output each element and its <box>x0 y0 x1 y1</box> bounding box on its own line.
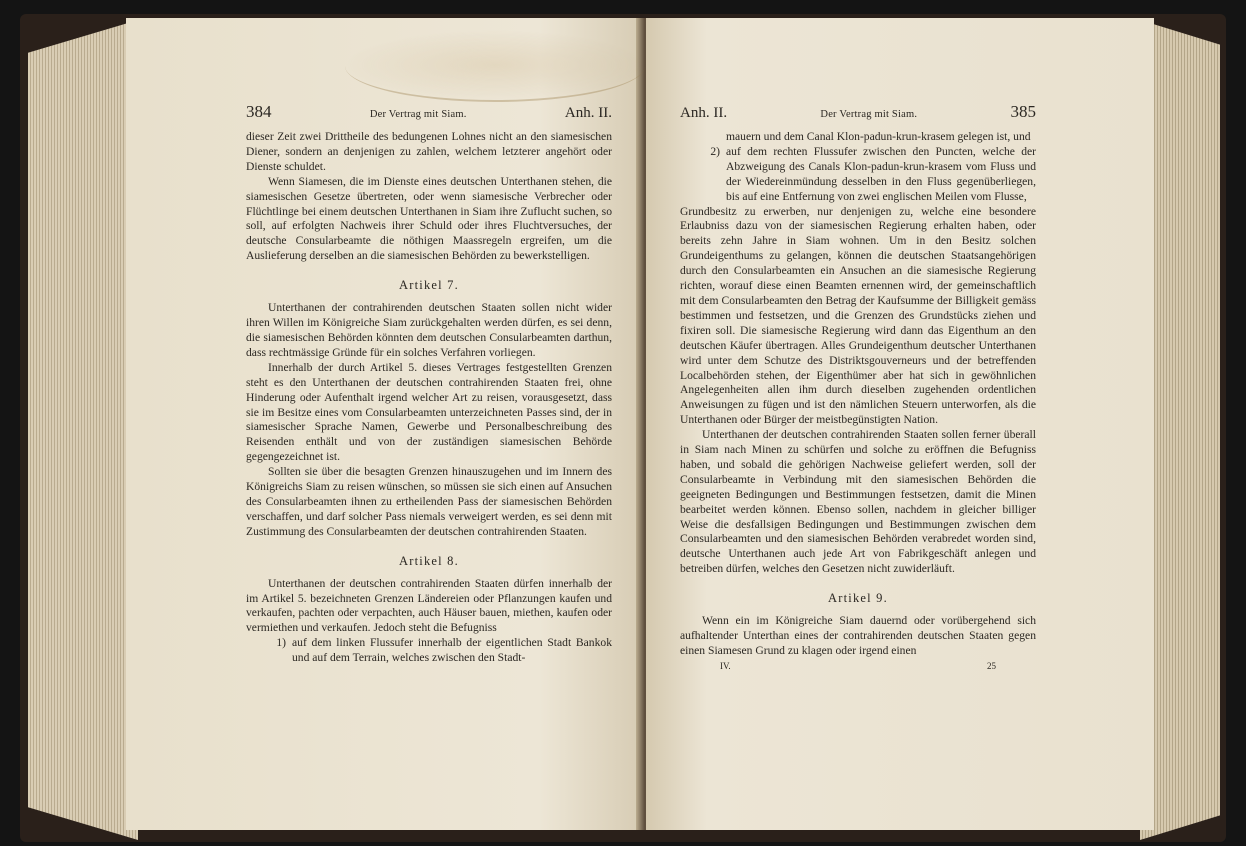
right-paragraph-grundbesitz: Grundbesitz zu erwerben, nur denjenigen zu, welche eine besondere Erlaubniss dazu von der siamesischen Regierung erhalten haben, oder bereits zehn Jahre in Siam wohnen. Um in den Besitz solchen Grundeigenthums zu gelangen, können die deutschen Staatsangehörigen durch den Consularbeamten ein Ansuchen an die siamesische Regierung richten, worauf diese einen Beamten ernennen wird, der gemeinschaftlich mit dem Consularbeamten den Betrag der Kaufsumme der Billigkeit gemäss bestimmen und festsetzen, und die Grenzen des Grundstücks ziehen und fixiren soll. Die siamesische Regierung wird dann das Eigenthum an den deutschen Käufer übertragen. Alles Grundeigenthum deutscher Unterthanen wird unter dem Schutze des Distriktsgouverneurs und der betreffenden Localbehörden stehen, der Eigenthümer aber hat sich in gewöhnlichen Angelegenheiten allen ihm durch dieselben zugehenden ordentlichen Anweisungen zu fügen und ist den nämlichen Steuern unterworfen, als die Unterthanen oder Bürger der meistbegünstigten Nation. <box>680 204 1036 427</box>
article-7-paragraph-3: Sollten sie über die besagten Grenzen hinauszugehen und im Innern des Königreichs Siam zu reisen wünschen, so müssen sie sich einen auf Ansuchen des Consularbeamten ihnen zu ertheilenden Pass der siamesischen Behörden verschaffen, und darf solcher Pass niemals verweigert werden, es sei denn mit Zustimmung des Consularbeamten der deutschen contrahirenden Staaten. <box>246 465 612 538</box>
list-item-2 <box>680 145 1036 205</box>
list-item-1-number: 1) <box>276 636 286 650</box>
list-item-2-number: 2) <box>710 144 720 158</box>
left-running-title: Der Vertrag mit Siam. <box>369 109 467 120</box>
list-item-1 <box>246 636 612 666</box>
list-item-1-continued-text: mauern und dem Canal Klon-padun-krun-krasem gelegen ist, und <box>726 130 1031 143</box>
left-page-edges <box>28 20 138 840</box>
water-stain <box>345 30 645 102</box>
right-paragraph-minen: Unterthanen der deutschen contrahirenden Staaten sollen ferner überall in Siam nach Minen zu schürfen und solche zu eröffnen die Befugniss haben, und sobald die gehörigen Nachweise geliefert werden, soll der Consularbeamte in Verbindung mit den siamesischen Behörden die geeigneten Bedingungen und Bestimmungen festsetzen, damit die Minen bearbeitet werden können. Ebenso sollen, nachdem in gleicher billiger Weise die desfallsigen Bedingungen und Bestimmungen zwischen dem Consularbeamten und den siamesischen Behörden verabredet worden sind, deutsche Unterthanen auch jede Art von Fabrikgeschäft anlegen und betreiben dürfen, welches den Gesetzen nicht zuwiderläuft. <box>680 428 1036 576</box>
article-7-paragraph-1: Unterthanen der contrahirenden deutschen Staaten sollen nicht wider ihren Willen im Königreiche Siam zurückgehalten werden dürfen, es sei denn, die siamesischen Behörden könnten dem deutschen Consularbeamten darthun, dass rechtmässige Gründe für ein solches Verfahren vorliegen. <box>246 301 612 359</box>
right-running-head <box>680 102 1036 122</box>
article-8-heading: Artikel 8. <box>399 553 459 568</box>
list-item-1-text: auf dem linken Flussufer innerhalb der eigentlichen Stadt Bankok und auf dem Terrain, welches zwischen den Stadt- <box>292 636 612 665</box>
right-page <box>646 18 1154 830</box>
article-9-heading: Artikel 9. <box>828 591 888 606</box>
article-7-paragraph-2: Innerhalb der durch Artikel 5. dieses Vertrages festgestellten Grenzen steht es den Unterthanen der deutschen contrahirenden Staaten frei, ohne Hinderung oder Aufenthalt irgend welcher Art zu reisen, vorausgesetzt, dass sie im Besitze eines vom Consularbeamten unterzeichneten Passes sind, der in siamesischer Sprache Namen, Gewerbe und Personalbeschreibung des Reisenden enthält und von der zuständigen siamesischen Behörde gegengezeichnet ist. <box>246 360 612 464</box>
article-7-heading: Artikel 7. <box>399 278 459 293</box>
article-8-paragraph-1: Unterthanen der deutschen contrahirenden Staaten dürfen innerhalb der im Artikel 5. bezeichneten Grenzen Ländereien oder Pflanzungen kaufen und verkaufen, pachten oder verpachten, auch Häuser bauen, miethen, kaufen oder vermiethen und verkaufen. Jedoch steht die Befugniss <box>246 576 612 635</box>
printer-signature <box>680 659 1036 671</box>
list-item-1-continued <box>680 130 1036 145</box>
article-9-paragraph-1: Wenn ein im Königreiche Siam dauernd oder vorübergehend sich aufhaltender Unterthan eines der contrahirenden deutschen Staaten gegen einen Siamesen Grund zu klagen oder irgend einen <box>680 614 1036 657</box>
list-item-2-text: auf dem rechten Flussufer zwischen den Puncten, welche der Abzweigung des Canals Klon-padun-krun-krasem vom Fluss und der Wiedereinmündung desselben in den Fluss gegenüberliegen, bis auf eine Entfernung von zwei englischen Meilen vom Flusse, <box>726 144 1036 203</box>
left-running-head <box>246 102 612 122</box>
right-running-title: Der Vertrag mit Siam. <box>820 109 918 120</box>
left-paragraph-2: Wenn Siamesen, die im Dienste eines deutschen Unterthanen stehen, die siamesischen Gesetze übertreten, oder wenn siamesische Verbrecher oder Flüchtlinge bei einem deutschen Unterthanen in Siam ihre Zuflucht suchen, so soll, auf erfolgten Nachweis ihrer Schuld oder ihres Fluchtversuches, der deutsche Consularbeamte die nöthigen Maassregeln ergreifen, um die Auslieferung derselben an die siamesischen Behörden zu bewerkstelligen. <box>246 174 612 263</box>
left-paragraph-1: dieser Zeit zwei Drittheile des bedungenen Lohnes nicht an den siamesischen Diener, sondern an denjenigen zu zahlen, welchem letzterer angehört oder Dienste schuldet. <box>246 130 612 173</box>
right-page-number: 385 <box>1010 102 1036 121</box>
right-appendix-label: Anh. II. <box>680 105 728 121</box>
left-appendix-label: Anh. II. <box>564 105 612 121</box>
signature-volume: IV. <box>720 660 731 671</box>
signature-number: 25 <box>987 660 996 671</box>
left-page <box>126 18 642 830</box>
left-page-number: 384 <box>246 102 272 121</box>
